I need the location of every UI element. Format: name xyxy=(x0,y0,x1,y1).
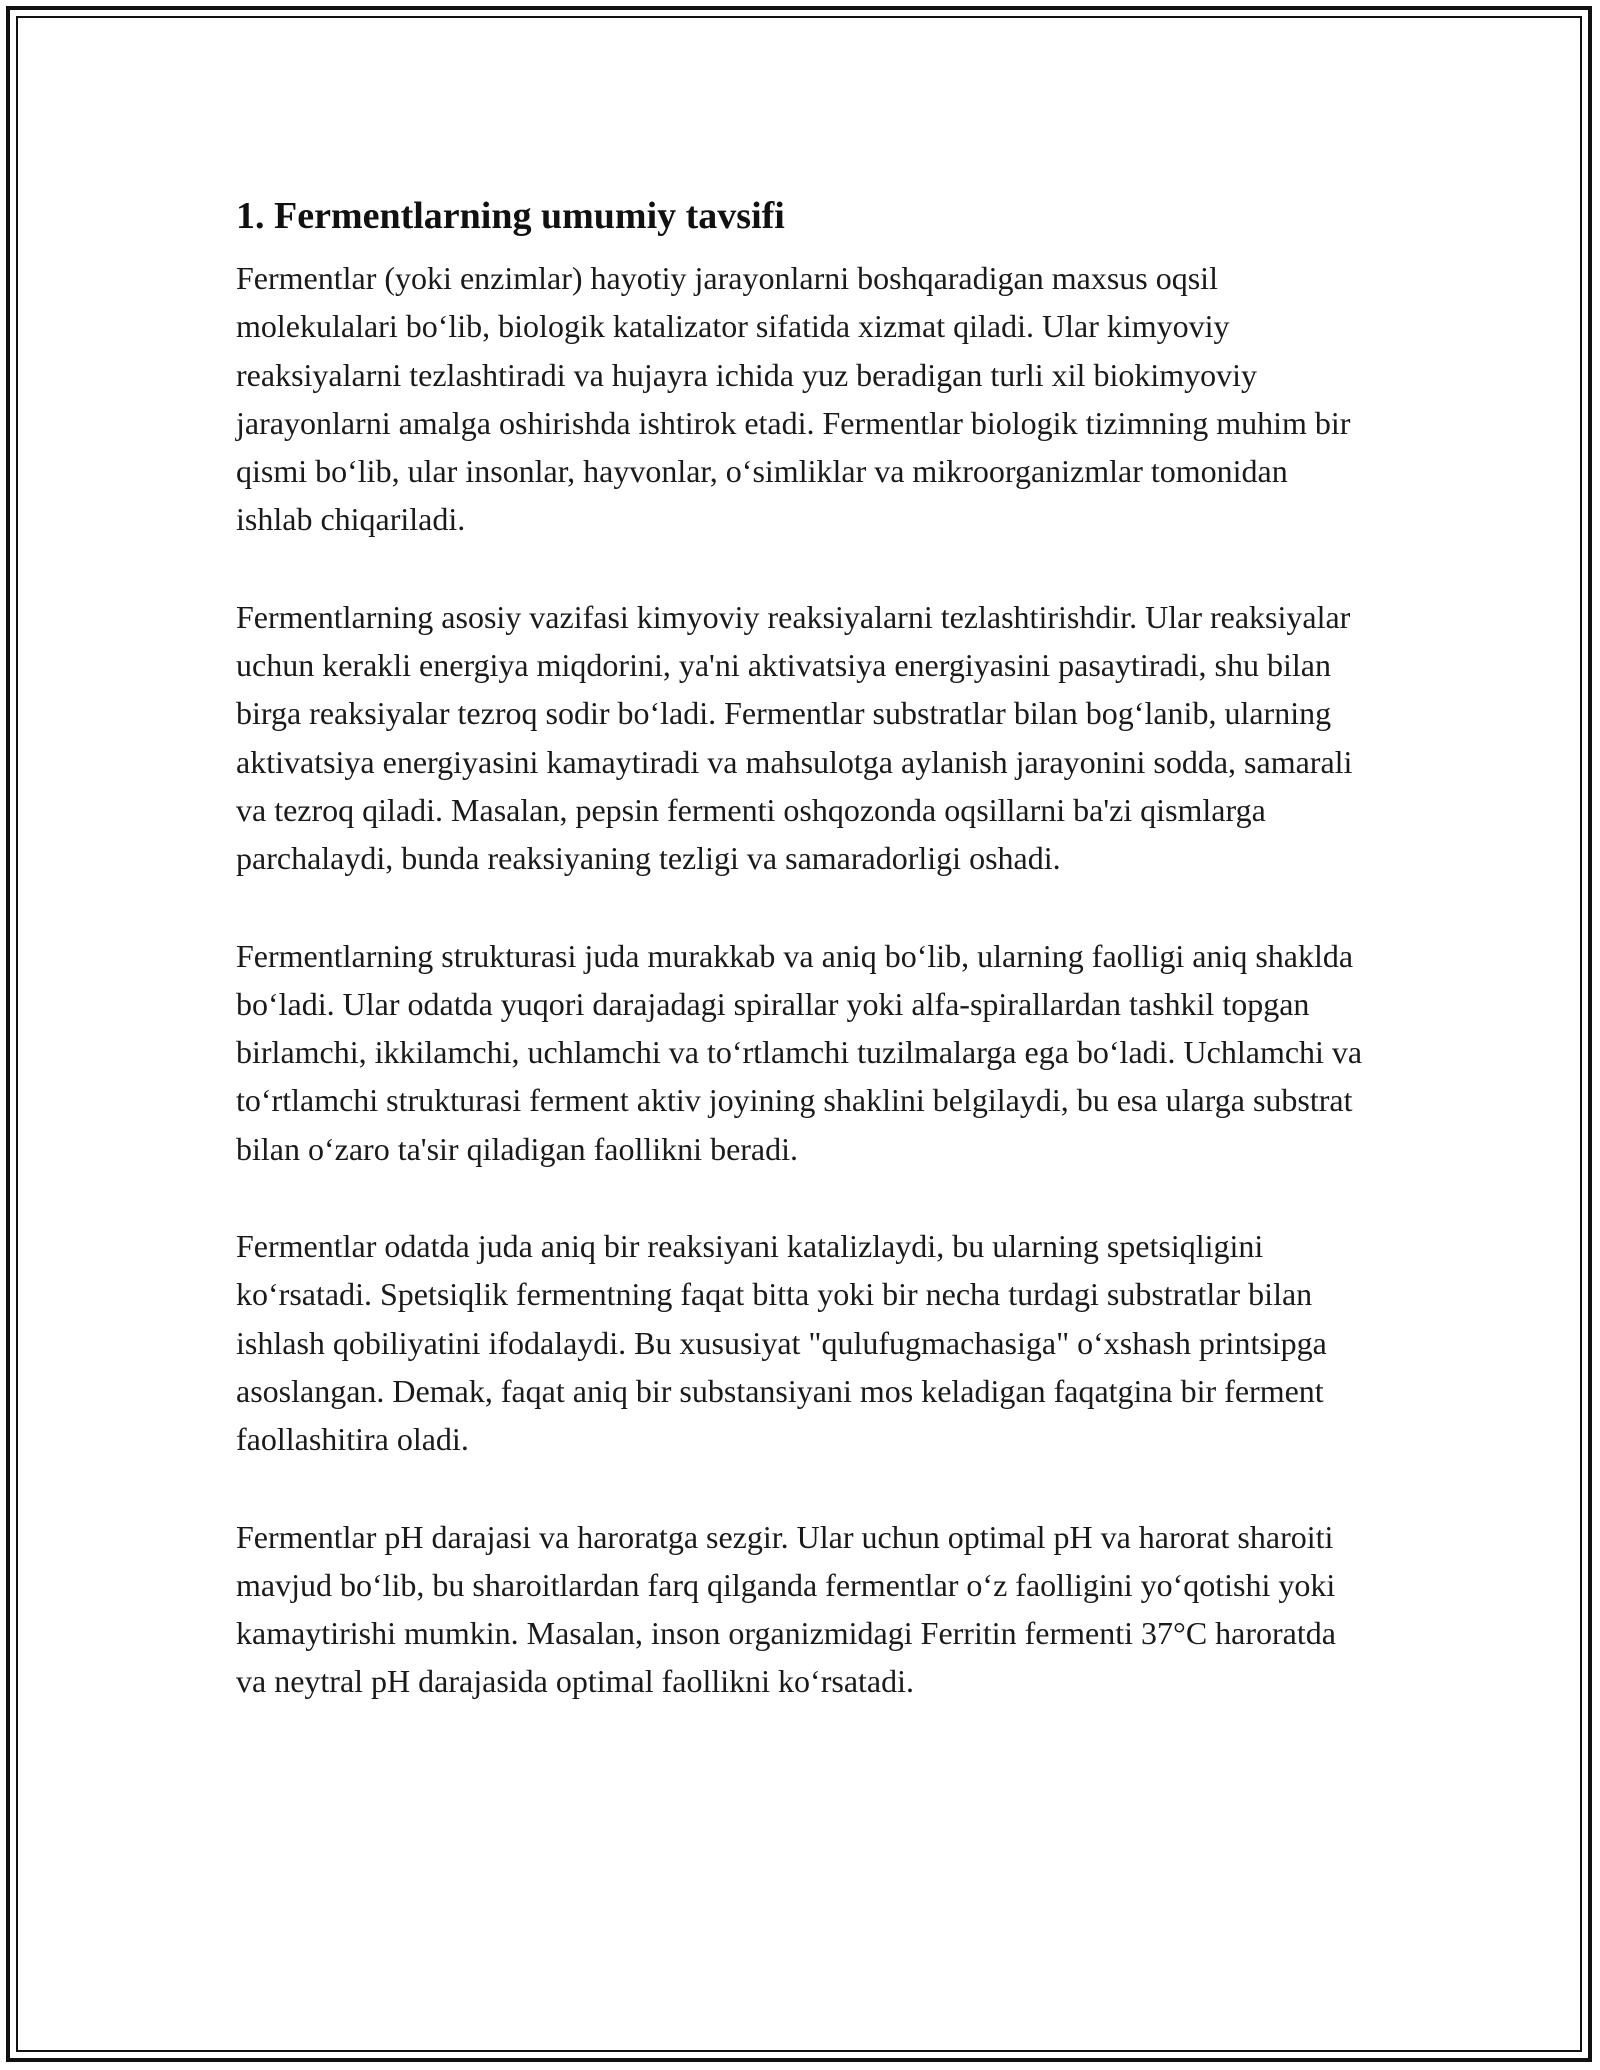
paragraph-specificity: Fermentlar odatda juda aniq bir reaksiyani katalizlaydi, bu ularning spetsiqligini ko‘rsatadi. Spetsiqlik fermentning faqat bitta yoki bir necha turdagi substratlar bilan ishlash qobiliyatini ifodalaydi. Bu xususiyat "qulufugmachasiga" o‘xshash printsipga asoslangan. Demak, faqat aniq bir substansiyani mos keladigan faqatgina bir ferment faollashitira oladi. xyxy=(236,1228,1327,1458)
section-heading: 1. Fermentlarning umumiy tavsifi xyxy=(236,195,785,237)
paragraph-definition: Fermentlar (yoki enzimlar) hayotiy jarayonlarni boshqaradigan maxsus oqsil molekulalari bo‘lib, biologik katalizator sifatida xizmat qiladi. Ular kimyoviy reaksiyalarni tezlashtiradi va hujayra ichida yuz beradigan turli xil biokimyoviy jarayonlarni amalga oshirishda ishtirok etadi. Fermentlar biologik tizimning muhim bir qismi bo‘lib, ular insonlar, hayvonlar, o‘simliklar va mikroorganizmlar tomonidan ishlab chiqariladi. xyxy=(236,260,1351,538)
paragraph-ph-temperature: Fermentlar pH darajasi va haroratga sezgir. Ular uchun optimal pH va harorat sharoiti mavjud bo‘lib, bu sharoitlardan farq qilganda fermentlar o‘z faolligini yo‘qotishi yoki kamaytirishi mumkin. Masalan, inson organizmidagi Ferritin fermenti 37°C haroratda va neytral pH darajasida optimal faollikni ko‘rsatadi. xyxy=(236,1518,1336,1700)
paragraph-main-function: Fermentlarning asosiy vazifasi kimyoviy reaksiyalarni tezlashtirishdir. Ular reaksiyalar uchun kerakli energiya miqdorini, ya'ni aktivatsiya energiyasini pasaytiradi, shu bilan birga reaksiyalar tezroq sodir bo‘ladi. Fermentlar substratlar bilan bog‘lanib, ularning aktivatsiya energiyasini kamaytiradi va mahsulotga aylanish jarayonini sodda, samarali va tezroq qiladi. Masalan, pepsin fermenti oshqozonda oqsillarni ba'zi qismlarga parchalaydi, bunda reaksiyaning tezligi va samaradorligi oshadi. xyxy=(236,598,1353,877)
paragraph-structure: Fermentlarning strukturasi juda murakkab va aniq bo‘lib, ularning faolligi aniq shaklda bo‘ladi. Ular odatda yuqori darajadagi spirallar yoki alfa-spirallardan tashkil topgan birlamchi, ikkilamchi, uchlamchi va to‘rtlamchi tuzilmalarga ega bo‘ladi. Uchlamchi va to‘rtlamchi strukturasi ferment aktiv joyining shaklini belgilaydi, bu esa ularga substrat bilan o‘zaro ta'sir qiladigan faollikni beradi. xyxy=(236,937,1363,1167)
document-body xyxy=(236,186,1366,1755)
